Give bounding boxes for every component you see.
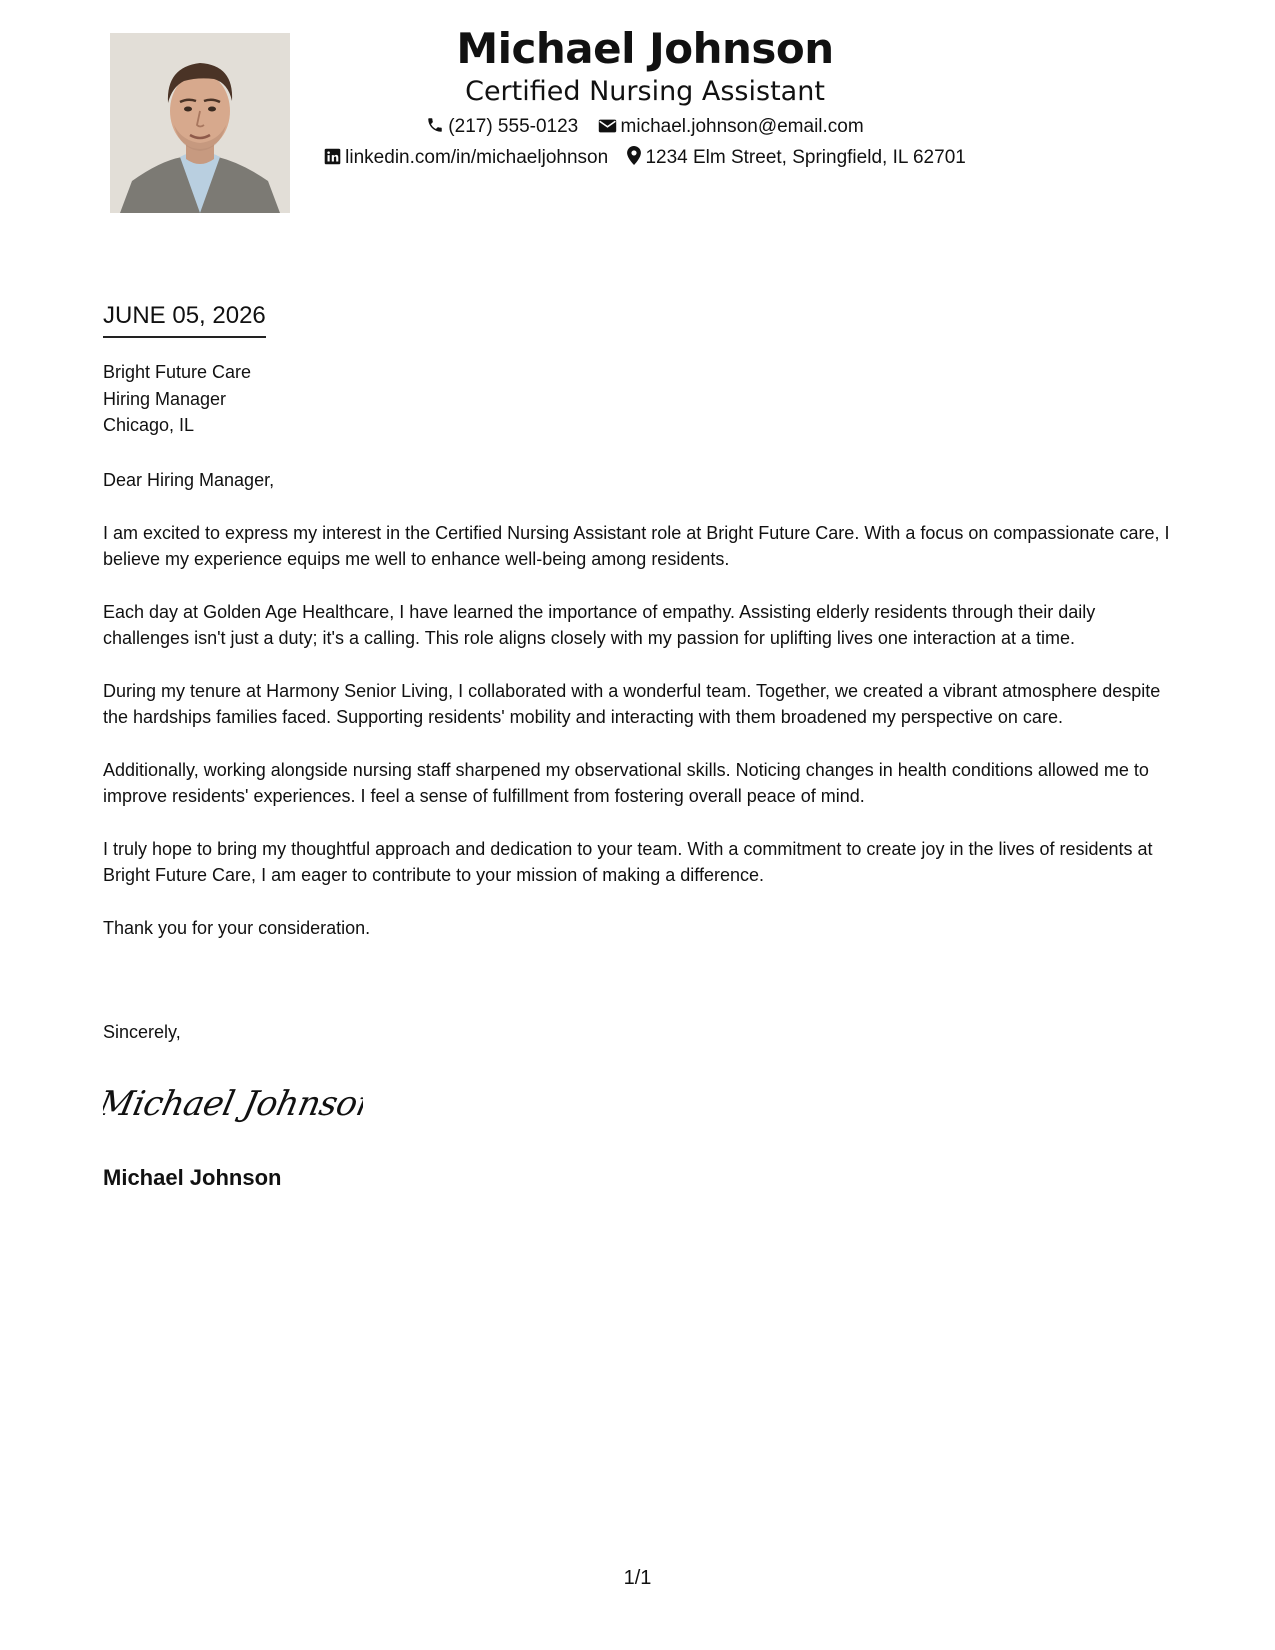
profile-photo bbox=[110, 33, 290, 213]
letter-header bbox=[295, 22, 995, 170]
letter-body bbox=[103, 467, 1175, 967]
handwritten-signature bbox=[103, 1077, 363, 1132]
email-contact[interactable] bbox=[598, 115, 864, 139]
applicant-title: Certified Nursing Assistant bbox=[465, 76, 825, 107]
email-address: michael.johnson@email.com bbox=[620, 116, 864, 137]
contact-row-2 bbox=[295, 146, 995, 170]
recipient-location: Chicago, IL bbox=[103, 415, 195, 435]
body-paragraph: During my tenure at Harmony Senior Living, I collaborated with a wonderful team. Together, we created a vibrant atmosphere despite the hardships families faced. Supporting residents' mobility and interacting with them broadened my perspective on care. bbox=[103, 680, 1161, 727]
signed-name: Michael Johnson bbox=[103, 1165, 282, 1190]
letter-date: JUNE 05, 2026 bbox=[103, 300, 266, 338]
applicant-name: Michael Johnson bbox=[456, 24, 834, 73]
recipient-role: Hiring Manager bbox=[103, 388, 227, 409]
phone-contact[interactable] bbox=[426, 115, 578, 139]
address-contact bbox=[627, 146, 965, 170]
body-paragraph: Additionally, working alongside nursing staff sharpened my observational skills. Noticing changes in health conditions allowed me to improve residents' experiences. I feel a sense of fulfillment from fostering overall peace of mind. bbox=[103, 759, 1149, 806]
street-address: 1234 Elm Street, Springfield, IL 62701 bbox=[645, 147, 966, 168]
svg-text:Michael Johnson: Michael Johnson bbox=[103, 1084, 363, 1124]
body-paragraph: I truly hope to bring my thoughtful approach and dedication to your team. With a commitment to create joy in the lives of residents at Bright Future Care, I am eager to contribute to your mission of making a difference. bbox=[103, 838, 1153, 885]
body-paragraph: I am excited to express my interest in the Certified Nursing Assistant role at Bright Future Care. With a focus on compassionate care, I believe my experience equips me well to enhance well-being among residents. bbox=[103, 522, 1170, 569]
sign-off: Sincerely, bbox=[103, 1022, 181, 1042]
contact-row-1 bbox=[295, 115, 995, 139]
closing-line: Thank you for your consideration. bbox=[103, 917, 371, 938]
map-pin-icon bbox=[627, 146, 641, 165]
linkedin-url: linkedin.com/in/michaeljohnson bbox=[345, 147, 609, 168]
page-number: 1/1 bbox=[623, 1567, 652, 1589]
linkedin-contact[interactable] bbox=[324, 146, 608, 170]
envelope-icon bbox=[598, 118, 617, 134]
phone-icon bbox=[426, 116, 444, 134]
phone-number: (217) 555-0123 bbox=[448, 116, 579, 137]
recipient-company: Bright Future Care bbox=[103, 362, 252, 382]
recipient-block bbox=[103, 359, 251, 439]
linkedin-icon bbox=[324, 148, 341, 165]
body-paragraph: Each day at Golden Age Healthcare, I have learned the importance of empathy. Assisting elderly residents through their daily challenges isn't just a duty; it's a calling. This role aligns closely with my passion for uplifting lives one interaction at a time. bbox=[103, 601, 1096, 648]
salutation: Dear Hiring Manager, bbox=[103, 470, 275, 490]
